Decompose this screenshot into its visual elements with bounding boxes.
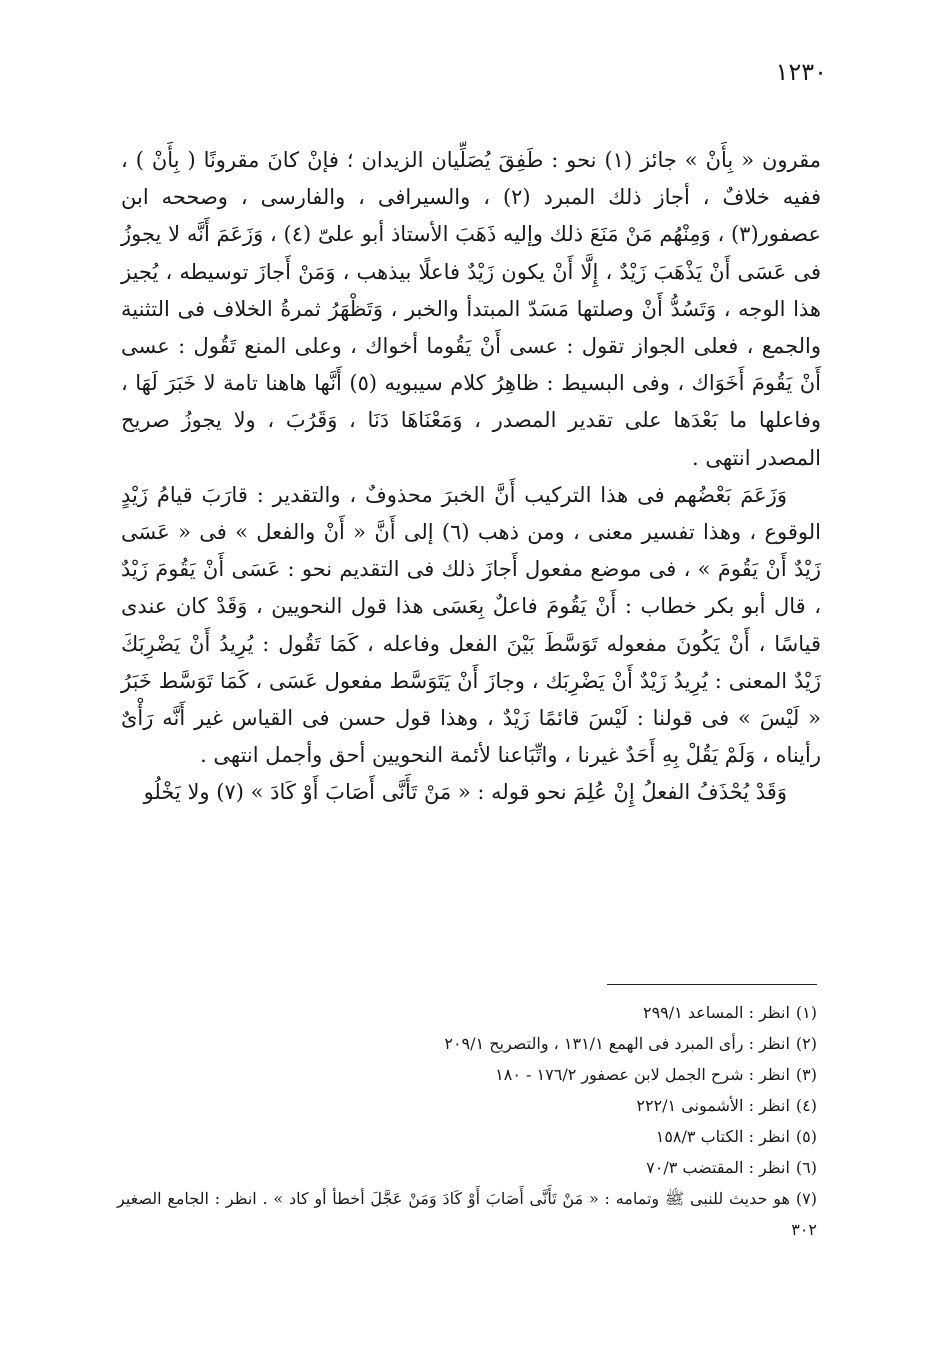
footnote-text: هو حديث للنبى ﷺ وتمامه : « مَنْ تَأَنَّى أَصَابَ أَوْ كَادَ وَمَنْ عَجَّلَ أخطأ أو كاد » . انظر : الجامع الصغير ٣٠٢ (117, 1189, 817, 1239)
footnote-text: انظر : المقتضب ٧٠/٣ (646, 1158, 790, 1177)
page-number: ١٢٣٠ (775, 58, 827, 86)
footnote-6 (117, 1152, 817, 1183)
footnote-4 (117, 1090, 817, 1121)
footnote-number: (١) (795, 1003, 817, 1022)
footnote-text: انظر : الأشمونى ٢٢٢/١ (636, 1096, 790, 1115)
paragraph-2: وَزَعَمَ بَعْضُهم فى هذا التركيب أَنَّ الخبرَ محذوفٌ ، والتقدير : قارَبَ قيامُ زَيْدٍ الوقوع ، وهذا تفسير معنى ، ومن ذهب (٦) إلى أَنَّ « أَنْ والفعل » فى « عَسَى زَيْدٌ أَنْ يَقُومَ » ، فى موضع مفعول أَجازَ ذلك فى التقديم نحو : عَسَى أَنْ يَقُومَ زَيْدٌ ، قال أبو بكر خطاب : أَنْ يَقُومَ فاعلٌ بِعَسَى هذا قول النحويين ، وَقَدْ كان عندى قياسًا ، أَنْ يَكُونَ مفعوله تَوَسَّطَ بَيْنَ الفعل وفاعله ، كَمَا تَقُول : يُرِيدُ أَنْ يَضْرِبَكَ زَيْدٌ المعنى : يُرِيدُ زَيْدٌ أَنْ يَضْرِبَك ، وجازَ أَنْ يَتَوَسَّط مفعول عَسَى ، كَمَا تَوَسَّط خَبَرُ « لَيْسَ » فى قولنا : لَيْسَ قائمًا زَيْدٌ ، وهذا قول حسن فى القياس غير أَنَّه رَأْىٌ رأيناه ، وَلَمْ يَقُلْ بِهِ أَحَدٌ غيرنا ، واتِّبَاعنا لأئمة النحويين أحق وأجمل انتهى . (121, 482, 821, 768)
footnotes (117, 997, 817, 1245)
footnote-3 (117, 1059, 817, 1090)
footnote-text: انظر : شرح الجمل لابن عصفور ١٧٦/٢ - ١٨٠ (495, 1065, 790, 1084)
footnote-text: انظر : رأى المبرد فى الهمع ١٣١/١ ، والتصريح ٢٠٩/١ (444, 1034, 790, 1053)
footnote-divider (607, 984, 817, 985)
footnote-number: (٥) (795, 1127, 817, 1146)
footnote-7 (117, 1183, 817, 1245)
paragraph-3: وَقَدْ يُحْذَفُ الفعلُ إِنْ عُلِمَ نحو قوله : « مَنْ تَأَنَّى أَصَابَ أَوْ كَادَ » (٧) ولا يَخْلُو (143, 780, 787, 805)
footnote-number: (٣) (795, 1065, 817, 1084)
footnote-2 (117, 1028, 817, 1059)
footnote-number: (٢) (795, 1034, 817, 1053)
footnote-text: انظر : المساعد ٢٩٩/١ (642, 1003, 790, 1022)
footnote-number: (٤) (795, 1096, 817, 1115)
footnote-number: (٦) (795, 1158, 817, 1177)
footnote-text: انظر : الكتاب ١٥٨/٣ (655, 1127, 790, 1146)
paragraph-1: مقرون « بِأَنْ » جائز (١) نحو : طَفِقَ يُصَلِّيان الزيدان ؛ فإنْ كانَ مقرونًا ( بِأَنْ ) ، ففيه خلافٌ ، أجاز ذلك المبرد (٢) ، والسيرافى ، والفارسى ، وصححه ابن عصفور(٣) ، وَمِنْهُم مَنْ مَنَعَ ذلك وإليه ذَهَبَ الأستاذ أبو علىّ (٤) ، وَزَعَمَ أَنَّه لا يجوزُ فى عَسَى أَنْ يَذْهَبَ زَيْدٌ ، إِلَّا أَنْ يكون زَيْدٌ فاعلًا بيذهب ، وَمَنْ أَجازَ توسيطه ، يُجيز هذا الوجه ، وَتَسُدُّ أَنْ وصلتها مَسَدّ المبتدأ والخبر ، وَتَظْهَرُ ثمرةُ الخلاف فى التثنية والجمع ، فعلى الجواز تقول : عسى أَنْ يَقُوما أخواك ، وعلى المنع تَقُول : عسى أَنْ يَقُومَ أَخَوَاك ، وفى البسيط : ظاهِرُ كلام سيبويه (٥) أَنَّها هاهنا تامة لا خَبَرَ لَهَا ، وفاعلها ما بَعْدَها على تقدير المصدر ، وَمَعْنَاهَا دَنَا ، وَقَرُبَ ، ولا يجوزُ صريح المصدر انتهى . (121, 148, 821, 470)
footnote-5 (117, 1121, 817, 1152)
footnote-number: (٧) (795, 1189, 818, 1208)
footnote-1 (117, 997, 817, 1028)
main-text (121, 142, 821, 812)
